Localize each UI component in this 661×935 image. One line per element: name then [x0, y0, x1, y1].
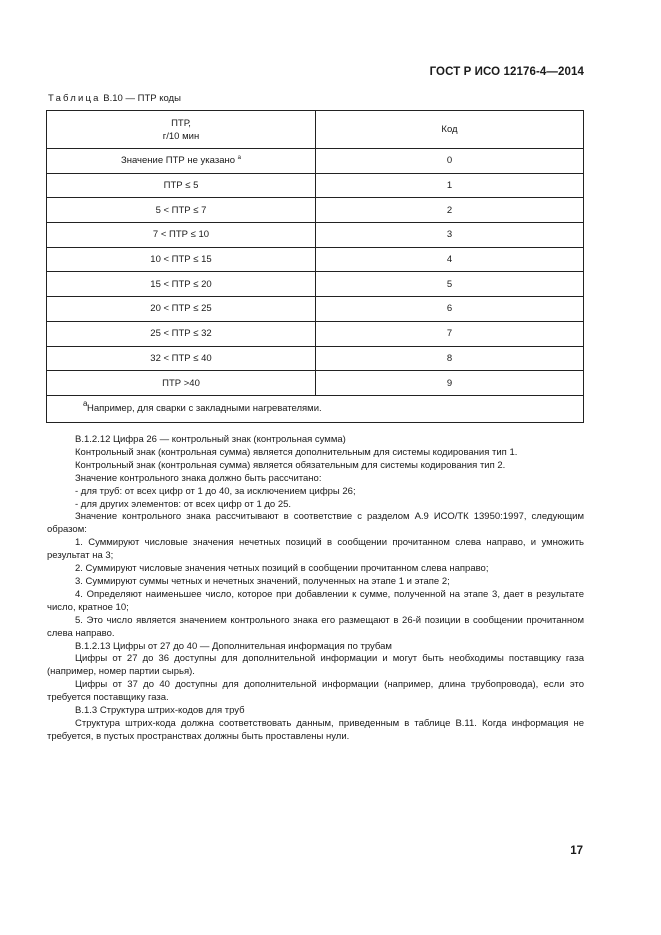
cell-ptr: 32 < ПТР ≤ 40 — [47, 346, 316, 371]
table-row — [47, 247, 584, 272]
table-title-label: Таблица — [48, 93, 101, 104]
footnote-text: Например, для сварки с закладными нагревателями. — [87, 403, 322, 415]
cell-code: 0 — [316, 149, 584, 174]
cell-ptr: ПТР >40 — [47, 371, 316, 396]
section-heading: В.1.2.13 Цифры от 27 до 40 — Дополнительная информация по трубам — [75, 640, 392, 652]
table-header-row — [47, 111, 584, 149]
list-item — [47, 589, 584, 615]
table-title — [48, 93, 181, 104]
list-item — [47, 615, 584, 641]
paragraph — [47, 679, 584, 705]
list-item: - для труб: от всех цифр от 1 до 40, за исключением цифры 26; — [75, 485, 356, 497]
cell-code: 3 — [316, 223, 584, 248]
table-title-text: В.10 — ПТР коды — [100, 93, 181, 104]
paragraph — [47, 511, 584, 537]
header-ptr — [47, 111, 316, 149]
cell-ptr: 7 < ПТР ≤ 10 — [47, 223, 316, 248]
table-footnote-row — [47, 395, 584, 422]
cell-ptr: 20 < ПТР ≤ 25 — [47, 297, 316, 322]
list-item-text: 4. Определяют наименьшее число, которое при добавлении к сумме, полученной на этапе 3, дает в результате число, кратное 10; — [47, 588, 584, 613]
section-heading: В.1.2.12 Цифра 26 — контрольный знак (контрольная сумма) — [75, 434, 346, 445]
table-footnote — [47, 395, 584, 422]
cell-code: 7 — [316, 321, 584, 346]
paragraph — [47, 718, 584, 744]
cell-code: 6 — [316, 297, 584, 322]
table-row — [47, 272, 584, 297]
paragraph-text: Цифры от 37 до 40 доступны для дополнительной информации (например, длина трубопровода), если это требуется поставщику газа. — [47, 679, 584, 704]
paragraph: Контрольный знак (контрольная сумма) является дополнительным для системы кодирования тип 1. — [75, 446, 518, 458]
cell-ptr: ПТР ≤ 5 — [47, 173, 316, 198]
table-row — [47, 346, 584, 371]
cell-code: 5 — [316, 272, 584, 297]
header-code: Код — [316, 111, 584, 149]
cell-code: 4 — [316, 247, 584, 272]
cell-code: 2 — [316, 198, 584, 223]
footnote-mark: а — [83, 398, 88, 408]
cell-ptr: 10 < ПТР ≤ 15 — [47, 247, 316, 272]
body-text — [47, 434, 584, 744]
table-row — [47, 198, 584, 223]
standard-header: ГОСТ Р ИСО 12176-4—2014 — [429, 66, 584, 78]
footnote-ref: а — [237, 155, 241, 162]
header-ptr-line1: ПТР, — [171, 117, 191, 129]
list-item: 2. Суммируют числовые значения четных позиций в сообщении прочитанном слева направо; — [75, 563, 489, 575]
section-heading: В.1.3 Структура штрих-кодов для труб — [75, 705, 245, 717]
list-item: - для других элементов: от всех цифр от 1 до 25. — [75, 498, 292, 510]
cell-ptr-text: Значение ПТР не указано — [121, 155, 236, 167]
list-item: 3. Суммируют суммы четных и нечетных значений, полученных на этапе 1 и этапе 2; — [75, 575, 450, 587]
ptr-codes-table — [46, 110, 584, 423]
paragraph-text: Структура штрих-кода должна соответствовать данным, приведенным в таблице В.11. Когда информация не требуется, в пустых пространствах должны быть проставлены нули. — [47, 717, 584, 742]
paragraph-text: Цифры от 27 до 36 доступны для дополнительной информации и могут быть необходимы поставщику газа (например, номер партии сырья). — [47, 653, 584, 678]
list-item-text: 5. Это число является значением контрольного знака его размещают в 26-й позиции в сообщении прочитанном слева направо. — [47, 614, 584, 639]
list-item-text: 1. Суммируют числовые значения нечетных позиций в сообщении прочитанном слева направо, и умножить результат на 3; — [47, 537, 584, 562]
paragraph — [47, 653, 584, 679]
cell-code: 1 — [316, 173, 584, 198]
paragraph-text: Значение контрольного знака рассчитывают в соответствие с разделом А.9 ИСО/ТК 13950:1997, следующим образом: — [47, 511, 584, 536]
cell-ptr: 15 < ПТР ≤ 20 — [47, 272, 316, 297]
table-row — [47, 371, 584, 396]
table-row — [47, 297, 584, 322]
table-row — [47, 321, 584, 346]
list-item — [47, 537, 584, 563]
table-row — [47, 149, 584, 174]
cell-code: 8 — [316, 346, 584, 371]
cell-ptr: 25 < ПТР ≤ 32 — [47, 321, 316, 346]
paragraph: Контрольный знак (контрольная сумма) является обязательным для системы кодирования тип 2. — [75, 459, 506, 471]
table-row — [47, 223, 584, 248]
page-number: 17 — [570, 845, 583, 857]
cell-ptr: 5 < ПТР ≤ 7 — [47, 198, 316, 223]
cell-code: 9 — [316, 371, 584, 396]
table-row — [47, 173, 584, 198]
paragraph: Значение контрольного знака должно быть рассчитано: — [75, 472, 322, 484]
cell-ptr — [47, 149, 316, 174]
header-ptr-line2: г/10 мин — [162, 130, 200, 142]
